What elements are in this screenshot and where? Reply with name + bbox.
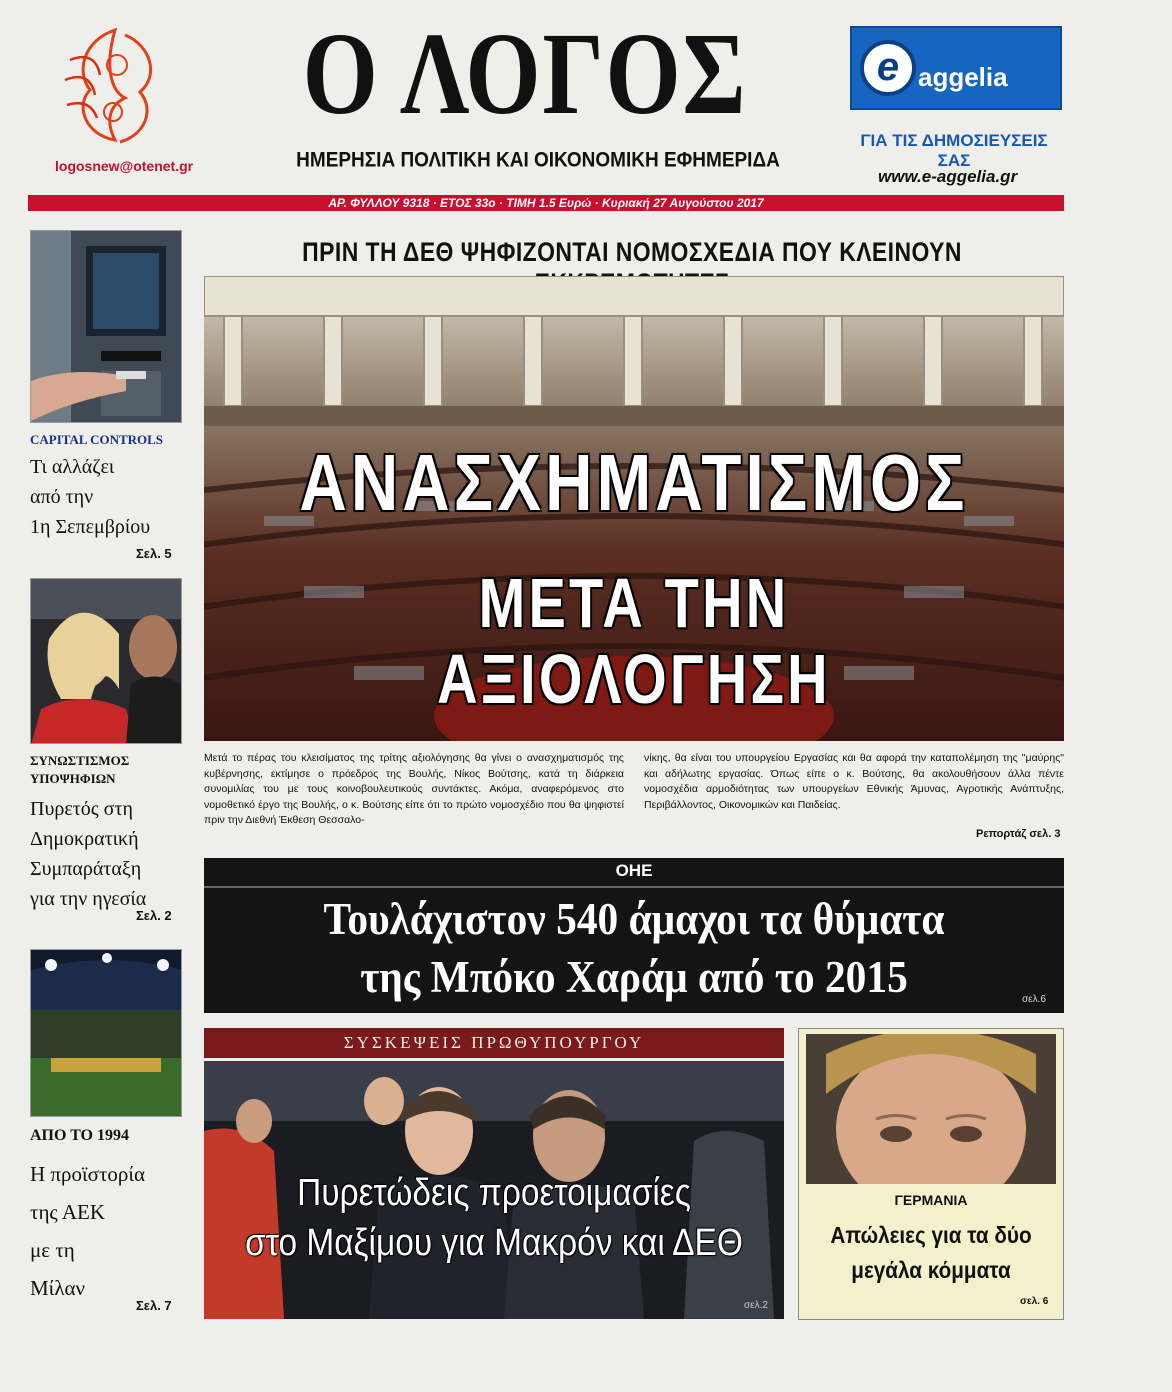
pm-story-headline[interactable] [239, 1168, 749, 1268]
un-story-divider [204, 886, 1064, 888]
sidebar-story-3-line-2: της ΑΕΚ [30, 1200, 105, 1224]
lead-body-column-1: Μετά το πέρας του κλεισίματος της τρίτης αξιολόγησης θα γίνει ο ανασχηματισμός της κυβέρνησης, εκτίμησε ο πρόεδρος της Βουλής, Νίκος Βούτσης, κατά τη διάρκεια συνομιλίας του με τους κοινοβουλευτικούς συντάκτες. Ακόμα, αναφερόμενος στο νομοθετικό έργο της Βουλής, ο κ. Βούτσης είπε ότι το πρώτο νομοσχέδιο που θα ψηφιστεί πριν την Διεθνή Έκθεση Θεσσαλο- [204, 752, 624, 826]
merkel-photo [806, 1034, 1056, 1184]
un-story-line-1: Τουλάχιστον 540 άμαχοι τα θύματα [323, 894, 945, 944]
pm-story-line-2: στο Μαξίμου για Μακρόν και ΔΕΘ [245, 1222, 743, 1264]
germany-story-headline [811, 1218, 1050, 1288]
sidebar-story-2-kicker-line-2: ΥΠΟΨΗΦΙΩΝ [30, 771, 116, 786]
sidebar-story-1-line-1: Τι αλλάζει [30, 456, 115, 478]
sidebar-story-3-kicker: ΑΠΟ ΤΟ 1994 [30, 1127, 129, 1144]
lead-reporter-ref[interactable]: Ρεπορτάζ σελ. 3 [976, 828, 1061, 840]
e-aggelia-logo-icon: e [860, 40, 916, 96]
newspaper-email[interactable]: logosnew@otenet.gr [55, 158, 194, 174]
sidebar-story-2-line-4: για την ηγεσία [30, 888, 147, 910]
e-aggelia-url[interactable]: www.e-aggelia.gr [878, 167, 1018, 186]
sidebar-story-3-page-ref[interactable]: Σελ. 7 [136, 1298, 172, 1313]
sidebar-story-2-page-ref[interactable]: Σελ. 2 [136, 908, 172, 923]
sidebar-story-1-page-ref[interactable]: Σελ. 5 [136, 546, 172, 561]
un-story-label: ΟΗΕ [615, 861, 653, 880]
sidebar-story-1-line-2: από την [30, 486, 94, 508]
lead-headline-line-2[interactable]: ΜΕΤΑ ΤΗΝ ΑΞΙΟΛΟΓΗΣΗ [437, 564, 831, 718]
sidebar-story-3-line-3: με τη [30, 1238, 75, 1262]
issue-details: ΑΡ. ΦΥΛΛΟΥ 9318 · ΕΤΟΣ 33ο · ΤΙΜΗ 1.5 Ευρώ · Κυριακή 27 Αυγούστου 2017 [328, 196, 764, 210]
lead-body-column-2: νίκης, θα είναι του υπουργείου Εργασίας και θα αφορά την καταπολέμηση της "μαύρης" και αδήλωτης εργασίας. Όπως είπε ο κ. Βούτσης, θα ακολουθήσουν άλλα πέντε νομοσχέδια αρμοδιότητας των υπουργείων Εθνικής Άμυνας, Αγροτικής Ανάπτυξης, Περιβάλλοντος, Οικονομικών και Παιδείας. [644, 752, 1064, 811]
sidebar-story-2-line-3: Συμπαράταξη [30, 858, 142, 880]
atm-photo [30, 230, 182, 423]
sidebar-story-3-line-1: Η προϊστορία [30, 1162, 146, 1186]
pm-story-line-1: Πυρετώδεις προετοιμασίες [297, 1172, 691, 1214]
newspaper-logo-emblem [55, 20, 175, 150]
germany-story-line-1: Απώλειες για τα δύο [830, 1222, 1032, 1248]
sidebar-story-3-line-4: Μίλαν [30, 1276, 86, 1300]
sidebar-story-2-line-2: Δημοκρατική [30, 828, 139, 850]
lead-headline-line-1[interactable]: ΑΝΑΣΧΗΜΑΤΙΣΜΟΣ [299, 438, 969, 527]
germany-story-page-ref[interactable]: σελ. 6 [1020, 1296, 1049, 1307]
sidebar-story-2-kicker [30, 752, 129, 788]
sidebar-story-1-kicker: CAPITAL CONTROLS [30, 432, 164, 447]
newspaper-title: Ο ΛΟΓΟΣ [302, 8, 748, 139]
sidebar-story-1-headline[interactable] [30, 452, 182, 542]
sidebar-story-3-headline[interactable] [30, 1155, 182, 1307]
un-story-headline [238, 890, 1029, 1006]
un-story-line-2: της Μπόκο Χαράμ από το 2015 [360, 952, 908, 1002]
e-aggelia-wordmark: aggelia [918, 62, 1008, 92]
sidebar-story-2-line-1: Πυρετός στη [30, 798, 133, 820]
stadium-photo [30, 949, 182, 1117]
un-story-page-ref[interactable]: σελ.6 [1022, 994, 1046, 1005]
pm-story-page-ref[interactable]: σελ.2 [744, 1300, 768, 1311]
lead-overline: ΠΡΙΝ ΤΗ ΔΕΘ ΨΗΦΙΖΟΝΤΑΙ ΝΟΜΟΣΧΕΔΙΑ ΠΟΥ ΚΛΕΙΝΟΥΝ [302, 237, 962, 267]
pm-story-banner: ΣΥΣΚΕΨΕΙΣ ΠΡΩΘΥΠΟΥΡΓΟΥ [204, 1028, 784, 1058]
sidebar-story-2-kicker-line-1: ΣΥΝΩΣΤΙΣΜΟΣ [30, 753, 130, 768]
sidebar-story-1-line-3: 1η Σεπεμβρίου [30, 516, 151, 538]
e-aggelia-tagline: ΓΙΑ ΤΙΣ ΔΗΜΟΣΙΕΥΣΕΙΣ ΣΑΣ [860, 131, 1048, 170]
germany-story-line-2: μεγάλα κόμματα [851, 1257, 1011, 1283]
germany-story-kicker: ΓΕΡΜΑΝΙΑ [894, 1192, 968, 1208]
politicians-photo [30, 578, 182, 744]
newspaper-subtitle: ΗΜΕΡΗΣΙΑ ΠΟΛΙΤΙΚΗ ΚΑΙ ΟΙΚΟΝΟΜΙΚΗ ΕΦΗΜΕΡΙΔΑ [296, 148, 780, 172]
sidebar-story-2-headline[interactable] [30, 794, 182, 914]
